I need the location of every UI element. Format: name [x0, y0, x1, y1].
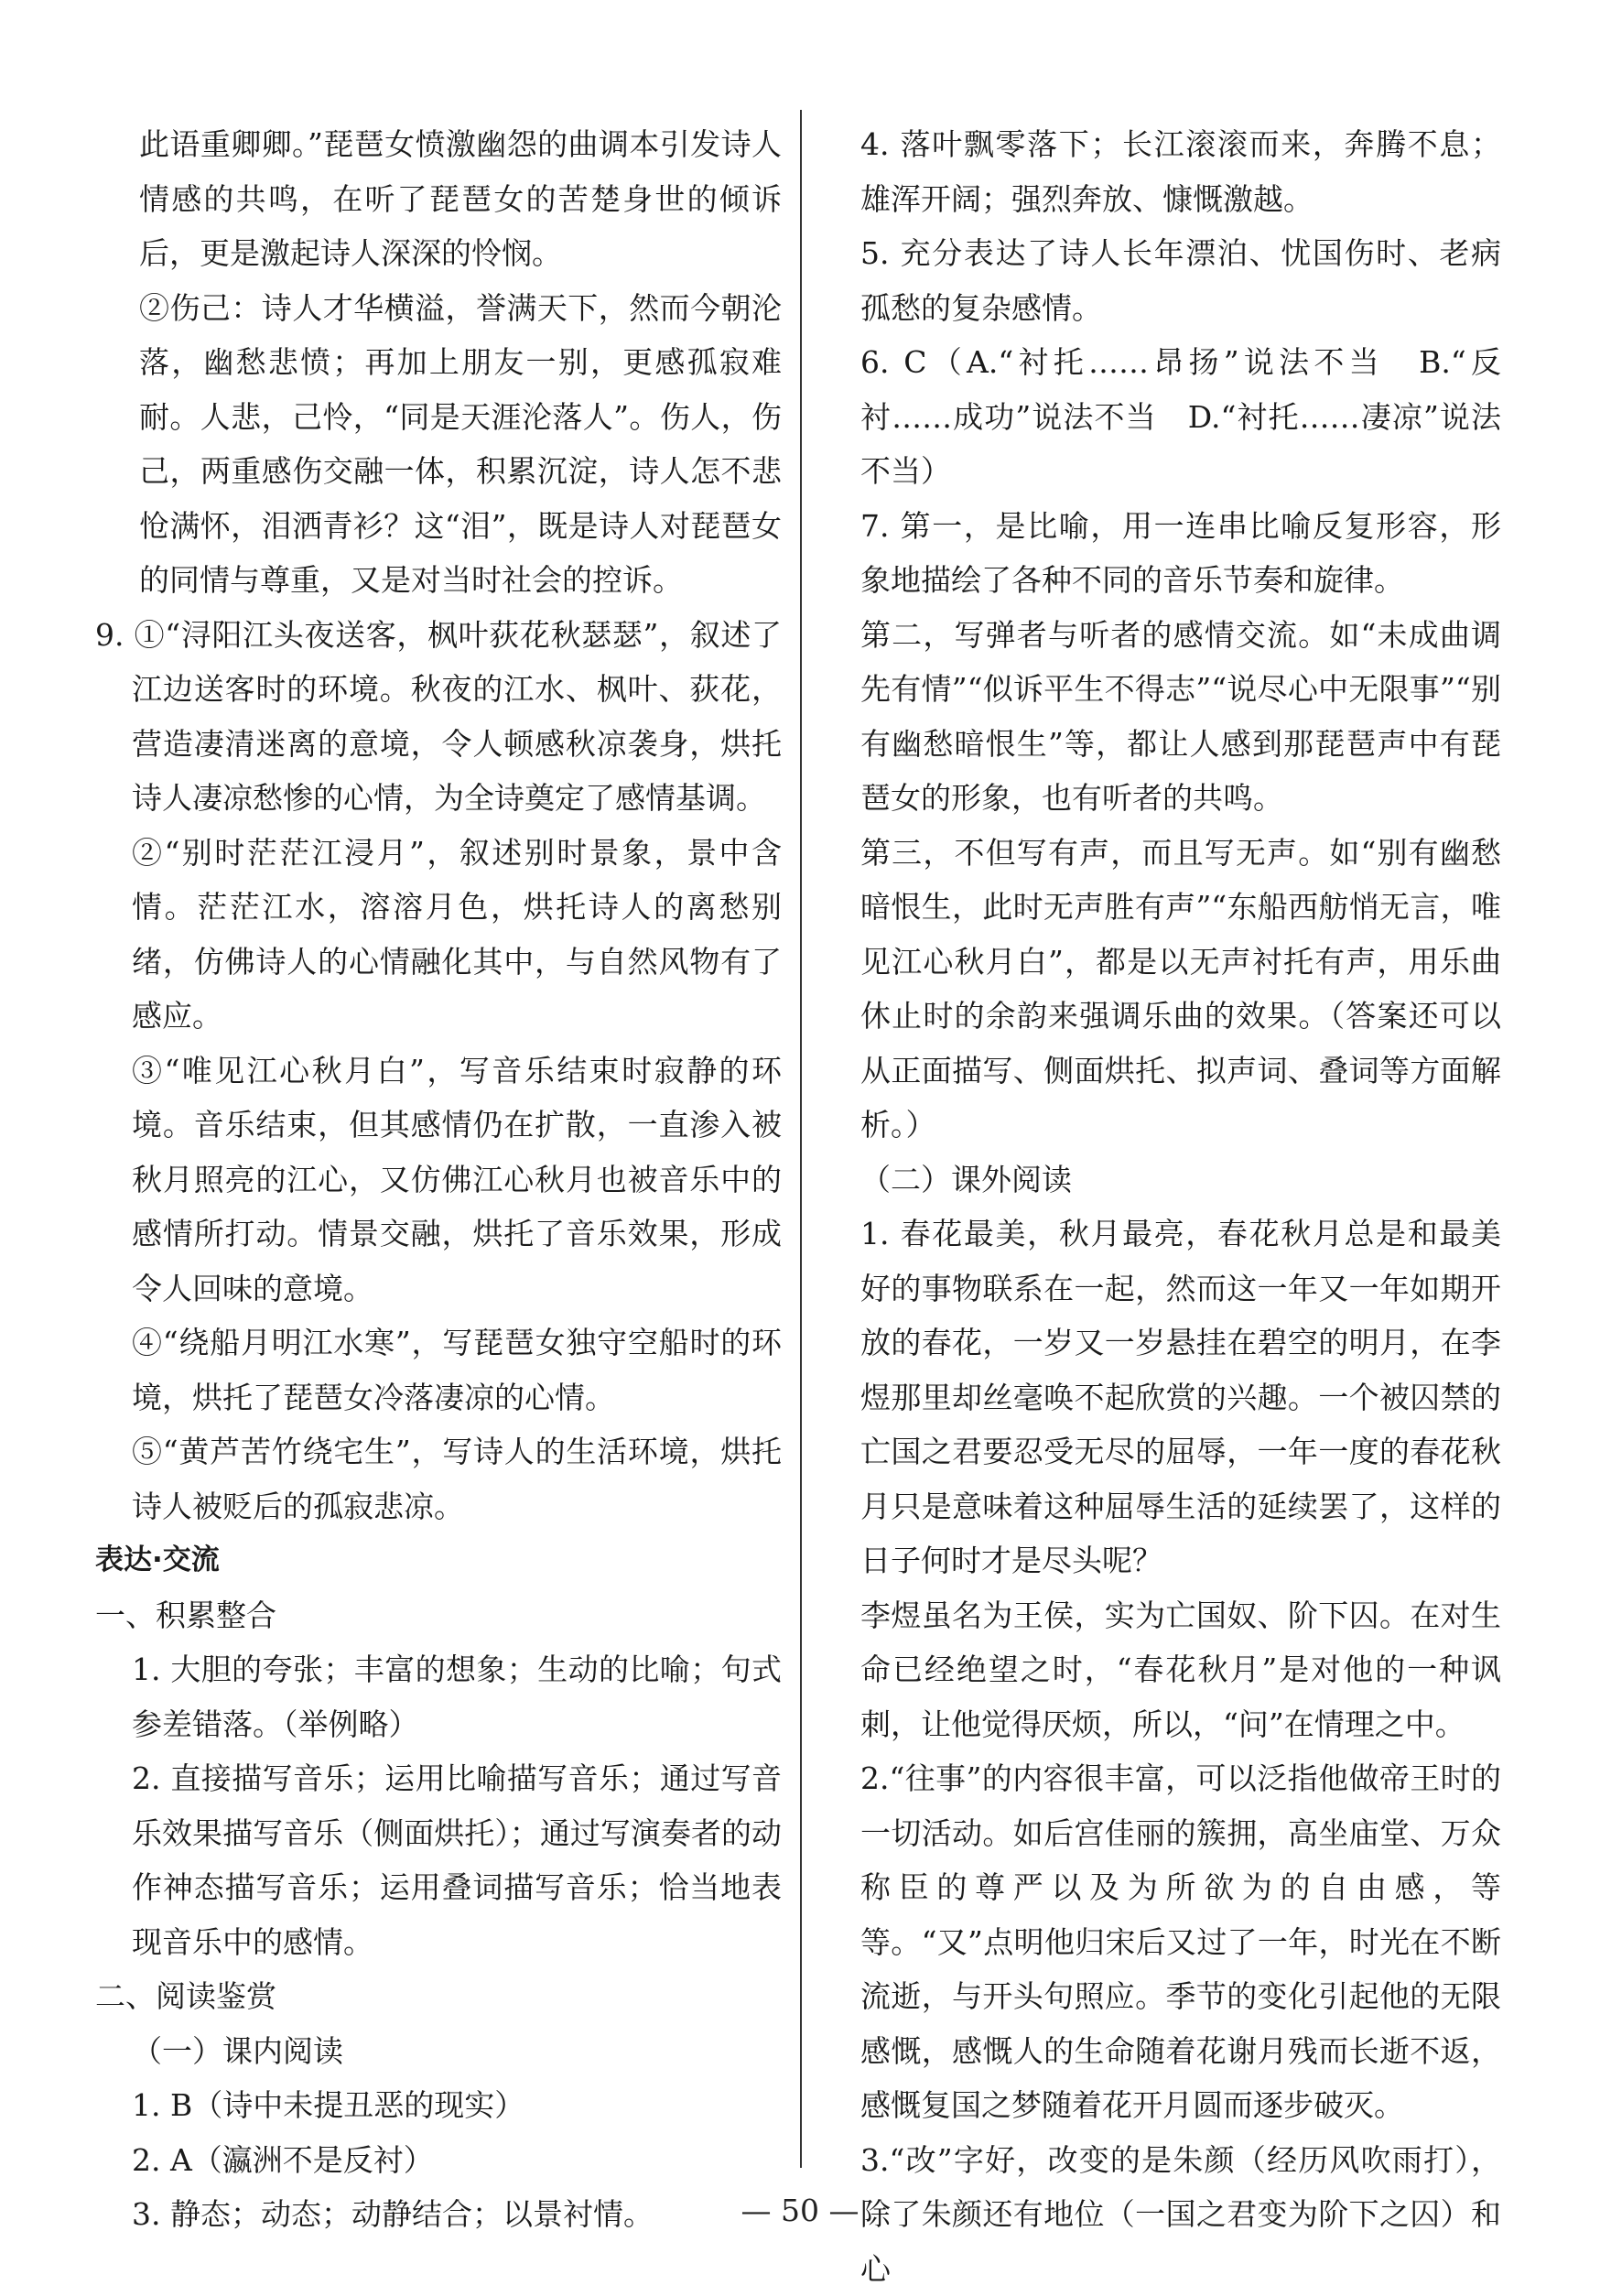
page-number: — 50 — [0, 2193, 1600, 2228]
right-paragraph: 第三，不但写有声，而且写无声。如“别有幽愁暗恨生，此时无声胜有声”“东船西舫悄无言，唯见江心秋月白”，都是以无声衬托有声，用乐曲休止时的余韵来强调乐曲的效果。（答案还可以从正面描写、侧面烘托、拟声词、叠词等方面解析。） [860, 826, 1501, 1153]
left-paragraph: 一、积累整合 [95, 1588, 782, 1643]
left-paragraph: 1. B（诗中未提丑恶的现实） [95, 2078, 782, 2133]
left-paragraph: 3. 静态；动态；动静结合；以景衬情。 [95, 2187, 782, 2242]
left-paragraph: 1. 大胆的夸张；丰富的想象；生动的比喻；句式参差错落。（举例略） [95, 1642, 782, 1751]
right-paragraph: 2.“往事”的内容很丰富，可以泛指他做帝王时的一切活动。如后宫佳丽的簇拥，高坐庙堂、万众称臣的尊严以及为所欲为的自由感，等等。“又”点明他归宋后又过了一年，时光在不断流逝，与开头句照应。季节的变化引起他的无限感慨，感慨人的生命随着花谢月残而长逝不返，感慨复国之梦随着花开月圆而逐步破灭。 [860, 1751, 1501, 2133]
left-paragraph: ⑤“黄芦苦竹绕宅生”，写诗人的生活环境，烘托诗人被贬后的孤寂悲凉。 [95, 1424, 782, 1533]
right-column [860, 117, 1501, 2296]
right-paragraph: 第二，写弹者与听者的感情交流。如“未成曲调先有情”“似诉平生不得志”“说尽心中无限事”“别有幽愁暗恨生”等，都让人感到那琵琶声中有琵琶女的形象，也有听者的共鸣。 [860, 608, 1501, 826]
left-paragraph: 2. A（瀛洲不是反衬） [95, 2133, 782, 2188]
left-paragraph: ②伤己：诗人才华横溢，誉满天下，然而今朝沦落，幽愁悲愤；再加上朋友一别，更感孤寂难耐。人悲，己怜，“同是天涯沦落人”。伤人，伤己，两重感伤交融一体，积累沉淀，诗人怎不悲怆满怀，泪洒青衫？这“泪”，既是诗人对琵琶女的同情与尊重，又是对当时社会的控诉。 [95, 281, 782, 608]
left-paragraph: ③“唯见江心秋月白”，写音乐结束时寂静的环境。音乐结束，但其感情仍在扩散，一直渗入被秋月照亮的江心，又仿佛江心秋月也被音乐中的感情所打动。情景交融，烘托了音乐效果，形成令人回味的意境。 [95, 1044, 782, 1316]
column-divider [800, 110, 802, 2168]
right-paragraph: 3.“改”字好，改变的是朱颜（经历风吹雨打），除了朱颜还有地位（一国之君变为阶下之囚）和心 [860, 2133, 1501, 2296]
right-paragraph: 7. 第一，是比喻，用一连串比喻反复形容，形象地描绘了各种不同的音乐节奏和旋律。 [860, 499, 1501, 608]
left-paragraph: 2. 直接描写音乐；运用比喻描写音乐；通过写音乐效果描写音乐（侧面烘托）；通过写演奏者的动作神态描写音乐；运用叠词描写音乐；恰当地表现音乐中的感情。 [95, 1751, 782, 1969]
left-paragraph: 二、阅读鉴赏 [95, 1969, 782, 2024]
right-paragraph: 4. 落叶飘零落下；长江滚滚而来，奔腾不息；雄浑开阔；强烈奔放、慷慨激越。 [860, 117, 1501, 226]
left-column [95, 117, 782, 2242]
left-paragraph: （一）课内阅读 [95, 2024, 782, 2079]
left-paragraph: ②“别时茫茫江浸月”，叙述别时景象，景中含情。茫茫江水，溶溶月色，烘托诗人的离愁别绪，仿佛诗人的心情融化其中，与自然风物有了感应。 [95, 826, 782, 1044]
right-paragraph: 6. C（A.“衬托……昂扬”说法不当 B.“反衬……成功”说法不当 D.“衬托……凄凉”说法不当） [860, 335, 1501, 499]
right-paragraph: 1. 春花最美，秋月最亮，春花秋月总是和最美好的事物联系在一起，然而这一年又一年如期开放的春花，一岁又一岁悬挂在碧空的明月，在李煜那里却丝毫唤不起欣赏的兴趣。一个被囚禁的亡国之君要忍受无尽的屈辱，一年一度的春花秋月只是意味着这种屈辱生活的延续罢了，这样的日子何时才是尽头呢？ [860, 1207, 1501, 1588]
left-paragraph: 表达·交流 [95, 1533, 782, 1588]
right-paragraph: （二）课外阅读 [860, 1153, 1501, 1208]
right-paragraph: 5. 充分表达了诗人长年漂泊、忧国伤时、老病孤愁的复杂感情。 [860, 226, 1501, 335]
right-paragraph: 李煜虽名为王侯，实为亡国奴、阶下囚。在对生命已经绝望之时，“春花秋月”是对他的一种讽刺，让他觉得厌烦，所以，“问”在情理之中。 [860, 1588, 1501, 1752]
left-paragraph: 9. ①“浔阳江头夜送客，枫叶荻花秋瑟瑟”，叙述了江边送客时的环境。秋夜的江水、枫叶、荻花，营造凄清迷离的意境，令人顿感秋凉袭身，烘托诗人凄凉愁惨的心情，为全诗奠定了感情基调。 [95, 608, 782, 826]
left-paragraph: 此语重卿卿。”琵琶女愤激幽怨的曲调本引发诗人情感的共鸣，在听了琵琶女的苦楚身世的倾诉后，更是激起诗人深深的怜悯。 [95, 117, 782, 281]
left-paragraph: ④“绕船月明江水寒”，写琵琶女独守空船时的环境，烘托了琵琶女冷落凄凉的心情。 [95, 1316, 782, 1424]
